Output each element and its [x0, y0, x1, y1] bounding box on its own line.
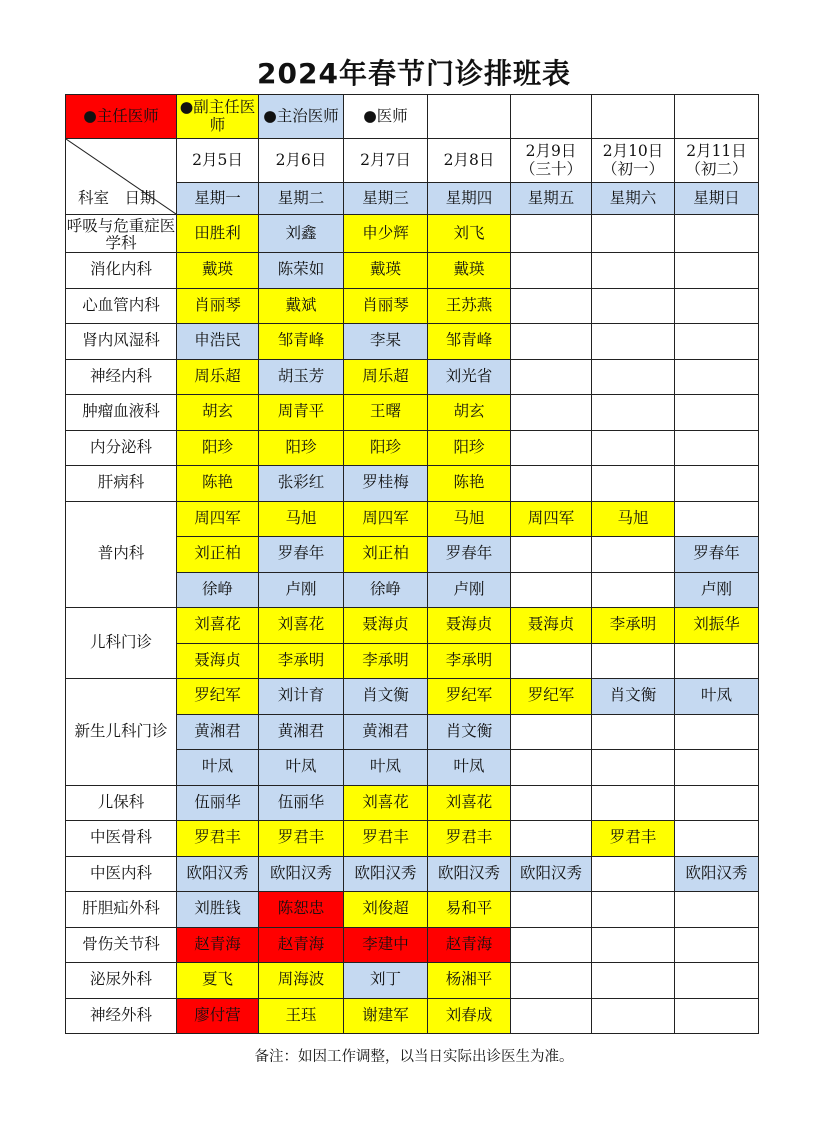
doctor-cell: 周青平: [259, 395, 344, 431]
doctor-cell: 刘飞: [428, 215, 511, 253]
doctor-cell: 伍丽华: [259, 785, 344, 821]
schedule-table: [65, 94, 759, 1034]
doctor-cell: 刘光省: [428, 359, 511, 395]
empty-cell: [592, 714, 675, 750]
department-name: 呼吸与危重症医学科: [66, 215, 177, 253]
weekday-header: 星期三: [344, 183, 428, 215]
doctor-cell: 欧阳汉秀: [344, 856, 428, 892]
doctor-cell: 马旭: [259, 501, 344, 537]
table-row: [66, 892, 759, 928]
doctor-cell: 聂海贞: [511, 608, 592, 644]
empty-cell: [592, 537, 675, 573]
empty-cell: [675, 288, 759, 324]
doctor-cell: 刘鑫: [259, 215, 344, 253]
date-header: [592, 139, 675, 183]
department-name: 骨伤关节科: [66, 927, 177, 963]
doctor-cell: 胡玄: [428, 395, 511, 431]
date-label: 2月6日: [275, 150, 327, 169]
doctor-cell: 赵青海: [428, 927, 511, 963]
doctor-cell: 田胜利: [177, 215, 259, 253]
table-row: [66, 501, 759, 537]
date-label: 2月9日: [525, 141, 577, 160]
doctor-cell: 谢建军: [344, 998, 428, 1034]
doctor-cell: 马旭: [428, 501, 511, 537]
doctor-cell: 罗君丰: [344, 821, 428, 857]
doctor-cell: 李承明: [259, 643, 344, 679]
doctor-cell: 阳珍: [259, 430, 344, 466]
department-name: 内分泌科: [66, 430, 177, 466]
empty-cell: [675, 395, 759, 431]
table-row: [66, 288, 759, 324]
empty-cell: [675, 430, 759, 466]
doctor-cell: 刘正柏: [177, 537, 259, 573]
lunar-label: （初二）: [685, 159, 748, 178]
doctor-cell: 李建中: [344, 927, 428, 963]
doctor-cell: 陈恕忠: [259, 892, 344, 928]
department-name: 肝胆疝外科: [66, 892, 177, 928]
empty-cell: [592, 215, 675, 253]
doctor-cell: 戴瑛: [344, 253, 428, 289]
doctor-cell: 李承明: [428, 643, 511, 679]
department-name: 神经外科: [66, 998, 177, 1034]
department-name: 消化内科: [66, 253, 177, 289]
legend-empty: [428, 95, 511, 139]
doctor-cell: 罗纪军: [511, 679, 592, 715]
department-name: 中医骨科: [66, 821, 177, 857]
department-name: 肝病科: [66, 466, 177, 502]
department-name: 肿瘤血液科: [66, 395, 177, 431]
doctor-cell: 刘春成: [428, 998, 511, 1034]
doctor-cell: 阳珍: [344, 430, 428, 466]
doctor-cell: 王珏: [259, 998, 344, 1034]
doctor-cell: 刘喜花: [428, 785, 511, 821]
legend-physician: ●医师: [344, 95, 428, 139]
page-title: 2024年春节门诊排班表: [257, 57, 571, 90]
date-header: [511, 139, 592, 183]
doctor-cell: 聂海贞: [344, 608, 428, 644]
empty-cell: [675, 324, 759, 360]
doctor-cell: 肖文衡: [428, 714, 511, 750]
doctor-cell: 黄湘君: [259, 714, 344, 750]
empty-cell: [675, 253, 759, 289]
legend-empty: [675, 95, 759, 139]
empty-cell: [675, 501, 759, 537]
doctor-cell: 罗君丰: [177, 821, 259, 857]
date-label: 2月7日: [360, 150, 411, 169]
empty-cell: [592, 359, 675, 395]
empty-cell: [592, 750, 675, 786]
doctor-cell: 戴斌: [259, 288, 344, 324]
empty-cell: [511, 395, 592, 431]
doctor-cell: 周四军: [511, 501, 592, 537]
empty-cell: [675, 963, 759, 999]
table-row: [66, 856, 759, 892]
empty-cell: [511, 288, 592, 324]
empty-cell: [511, 430, 592, 466]
doctor-cell: 申少辉: [344, 215, 428, 253]
empty-cell: [511, 714, 592, 750]
doctor-cell: 罗纪军: [177, 679, 259, 715]
doctor-cell: 徐峥: [177, 572, 259, 608]
empty-cell: [592, 430, 675, 466]
empty-cell: [511, 998, 592, 1034]
doctor-cell: 欧阳汉秀: [177, 856, 259, 892]
department-name: 普内科: [66, 501, 177, 608]
doctor-cell: 欧阳汉秀: [428, 856, 511, 892]
date-header: [259, 139, 344, 183]
empty-cell: [511, 785, 592, 821]
table-row: [66, 324, 759, 360]
empty-cell: [511, 215, 592, 253]
doctor-cell: 徐峥: [344, 572, 428, 608]
doctor-cell: 刘喜花: [177, 608, 259, 644]
empty-cell: [511, 643, 592, 679]
doctor-cell: 叶凤: [675, 679, 759, 715]
table-row: [66, 359, 759, 395]
doctor-cell: 周乐超: [177, 359, 259, 395]
doctor-cell: 夏飞: [177, 963, 259, 999]
legend-empty: [511, 95, 592, 139]
doctor-cell: 陈艳: [428, 466, 511, 502]
doctor-cell: 罗君丰: [259, 821, 344, 857]
legend-row: [66, 95, 759, 139]
doctor-cell: 胡玉芳: [259, 359, 344, 395]
date-label: 2月8日: [443, 150, 495, 169]
doctor-cell: 申浩民: [177, 324, 259, 360]
date-label: 2月11日: [686, 141, 747, 160]
doctor-cell: 卢刚: [675, 572, 759, 608]
table-row: [66, 253, 759, 289]
table-row: [66, 927, 759, 963]
doctor-cell: 叶凤: [428, 750, 511, 786]
weekday-header: 星期四: [428, 183, 511, 215]
doctor-cell: 罗纪军: [428, 679, 511, 715]
date-header: [428, 139, 511, 183]
doctor-cell: 易和平: [428, 892, 511, 928]
doctor-cell: 刘俊超: [344, 892, 428, 928]
doctor-cell: 戴瑛: [177, 253, 259, 289]
doctor-cell: 刘计育: [259, 679, 344, 715]
empty-cell: [511, 892, 592, 928]
doctor-cell: 杨湘平: [428, 963, 511, 999]
table-row: [66, 998, 759, 1034]
empty-cell: [675, 785, 759, 821]
empty-cell: [675, 714, 759, 750]
doctor-cell: 叶凤: [177, 750, 259, 786]
empty-cell: [592, 785, 675, 821]
doctor-cell: 周四军: [344, 501, 428, 537]
doctor-cell: 罗春年: [259, 537, 344, 573]
empty-cell: [511, 359, 592, 395]
department-name: 儿保科: [66, 785, 177, 821]
doctor-cell: 陈荣如: [259, 253, 344, 289]
doctor-cell: 李杲: [344, 324, 428, 360]
department-name: 肾内风湿科: [66, 324, 177, 360]
doctor-cell: 肖文衡: [592, 679, 675, 715]
doctor-cell: 刘喜花: [259, 608, 344, 644]
empty-cell: [675, 359, 759, 395]
weekday-header: 星期一: [177, 183, 259, 215]
empty-cell: [592, 253, 675, 289]
table-row: [66, 215, 759, 253]
doctor-cell: 罗春年: [675, 537, 759, 573]
doctor-cell: 刘振华: [675, 608, 759, 644]
doctor-cell: 廖付营: [177, 998, 259, 1034]
doctor-cell: 肖文衡: [344, 679, 428, 715]
empty-cell: [592, 466, 675, 502]
date-label: 2月5日: [192, 150, 243, 169]
empty-cell: [511, 324, 592, 360]
doctor-cell: 阳珍: [177, 430, 259, 466]
doctor-cell: 肖丽琴: [344, 288, 428, 324]
empty-cell: [592, 998, 675, 1034]
doctor-cell: 欧阳汉秀: [259, 856, 344, 892]
empty-cell: [592, 324, 675, 360]
empty-cell: [511, 572, 592, 608]
doctor-cell: 戴瑛: [428, 253, 511, 289]
doctor-cell: 周四军: [177, 501, 259, 537]
doctor-cell: 聂海贞: [177, 643, 259, 679]
department-name: 中医内科: [66, 856, 177, 892]
empty-cell: [592, 395, 675, 431]
department-name: 新生儿科门诊: [66, 679, 177, 786]
doctor-cell: 罗春年: [428, 537, 511, 573]
weekday-header: 星期日: [675, 183, 759, 215]
doctor-cell: 欧阳汉秀: [511, 856, 592, 892]
corner-label: 科室 日期: [78, 189, 156, 208]
empty-cell: [592, 643, 675, 679]
department-name: 泌尿外科: [66, 963, 177, 999]
empty-cell: [592, 856, 675, 892]
empty-cell: [511, 963, 592, 999]
doctor-cell: 王苏燕: [428, 288, 511, 324]
date-header: [177, 139, 259, 183]
empty-cell: [511, 927, 592, 963]
table-row: [66, 821, 759, 857]
empty-cell: [592, 927, 675, 963]
date-row: [66, 139, 759, 183]
doctor-cell: 伍丽华: [177, 785, 259, 821]
doctor-cell: 刘丁: [344, 963, 428, 999]
legend-associate: ●副主任医师: [177, 95, 259, 139]
weekday-header: 星期二: [259, 183, 344, 215]
doctor-cell: 张彩红: [259, 466, 344, 502]
date-header: [675, 139, 759, 183]
doctor-cell: 卢刚: [428, 572, 511, 608]
doctor-cell: 赵青海: [177, 927, 259, 963]
doctor-cell: 肖丽琴: [177, 288, 259, 324]
legend-chief: ●主任医师: [66, 95, 177, 139]
doctor-cell: 黄湘君: [344, 714, 428, 750]
doctor-cell: 胡玄: [177, 395, 259, 431]
doctor-cell: 邹青峰: [428, 324, 511, 360]
empty-cell: [675, 892, 759, 928]
table-row: [66, 679, 759, 715]
doctor-cell: 周乐超: [344, 359, 428, 395]
department-name: 儿科门诊: [66, 608, 177, 679]
lunar-label: （初一）: [601, 159, 664, 178]
doctor-cell: 刘正柏: [344, 537, 428, 573]
empty-cell: [675, 821, 759, 857]
doctor-cell: 李承明: [592, 608, 675, 644]
doctor-cell: 刘喜花: [344, 785, 428, 821]
weekday-header: 星期五: [511, 183, 592, 215]
lunar-label: （三十）: [519, 159, 582, 178]
table-row: [66, 608, 759, 644]
empty-cell: [675, 927, 759, 963]
department-name: 心血管内科: [66, 288, 177, 324]
table-row: [66, 963, 759, 999]
doctor-cell: 周海波: [259, 963, 344, 999]
doctor-cell: 罗君丰: [592, 821, 675, 857]
empty-cell: [675, 750, 759, 786]
empty-cell: [592, 963, 675, 999]
doctor-cell: 刘胜钱: [177, 892, 259, 928]
corner-header: [66, 139, 177, 215]
date-header: [344, 139, 428, 183]
table-row: [66, 395, 759, 431]
doctor-cell: 马旭: [592, 501, 675, 537]
legend-empty: [592, 95, 675, 139]
doctor-cell: 赵青海: [259, 927, 344, 963]
empty-cell: [675, 215, 759, 253]
weekday-header: 星期六: [592, 183, 675, 215]
doctor-cell: 王曙: [344, 395, 428, 431]
doctor-cell: 阳珍: [428, 430, 511, 466]
doctor-cell: 邹青峰: [259, 324, 344, 360]
table-row: [66, 430, 759, 466]
doctor-cell: 欧阳汉秀: [675, 856, 759, 892]
department-name: 神经内科: [66, 359, 177, 395]
empty-cell: [592, 892, 675, 928]
table-row: [66, 785, 759, 821]
legend-attending: ●主治医师: [259, 95, 344, 139]
footnote: 备注：如因工作调整，以当日实际出诊医生为准。: [254, 1049, 574, 1065]
empty-cell: [511, 253, 592, 289]
empty-cell: [675, 643, 759, 679]
date-label: 2月10日: [602, 141, 664, 160]
empty-cell: [511, 537, 592, 573]
empty-cell: [511, 750, 592, 786]
doctor-cell: 罗君丰: [428, 821, 511, 857]
doctor-cell: 黄湘君: [177, 714, 259, 750]
empty-cell: [511, 821, 592, 857]
empty-cell: [592, 288, 675, 324]
doctor-cell: 叶凤: [344, 750, 428, 786]
doctor-cell: 陈艳: [177, 466, 259, 502]
empty-cell: [592, 572, 675, 608]
empty-cell: [675, 466, 759, 502]
doctor-cell: 李承明: [344, 643, 428, 679]
doctor-cell: 叶凤: [259, 750, 344, 786]
table-row: [66, 466, 759, 502]
doctor-cell: 卢刚: [259, 572, 344, 608]
doctor-cell: 聂海贞: [428, 608, 511, 644]
doctor-cell: 罗桂梅: [344, 466, 428, 502]
empty-cell: [675, 998, 759, 1034]
empty-cell: [511, 466, 592, 502]
